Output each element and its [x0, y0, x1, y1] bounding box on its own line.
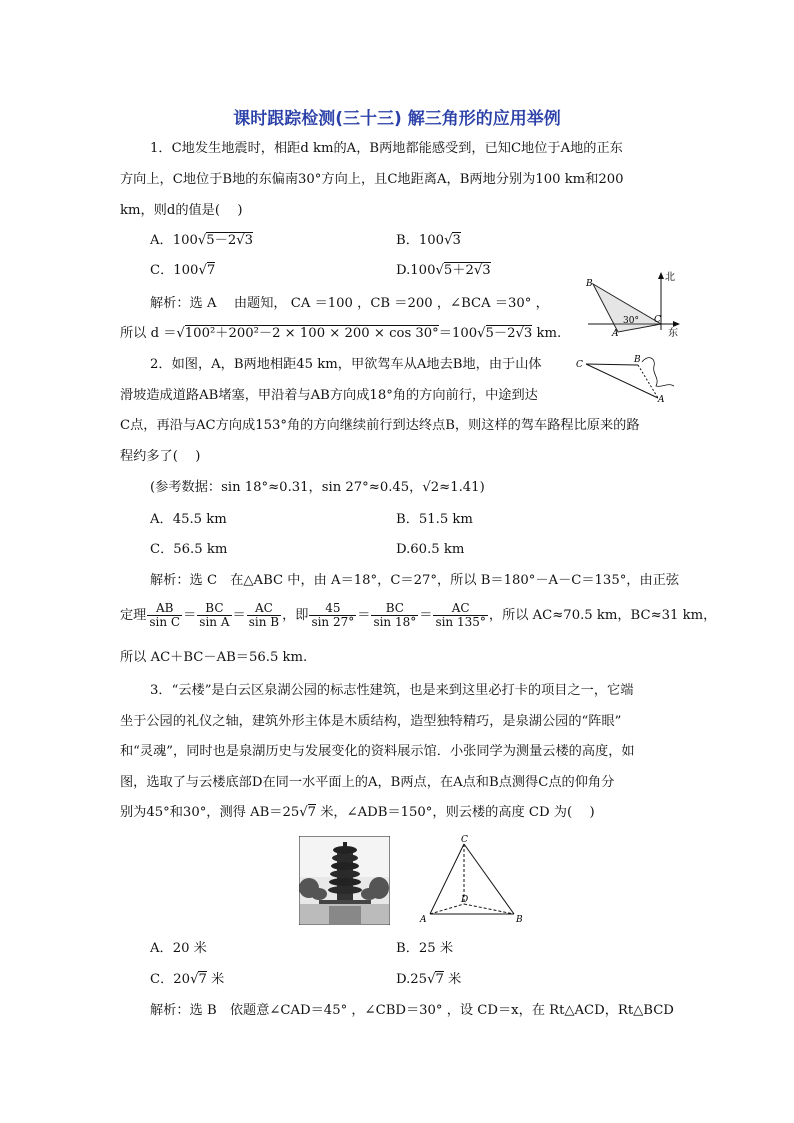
q2-option-c: C．56.5 km	[150, 542, 228, 557]
edge-db	[464, 904, 514, 914]
frac-num: BC	[371, 602, 418, 616]
q3-solution-line1: 解析：选 B 依题意∠CAD＝45° ，∠CBD＝30° ，设 CD＝x，在 Rt△ACD，Rt△BCD	[150, 1003, 674, 1018]
east-arrow-icon	[673, 321, 680, 327]
q1-option-c-label: C．100	[150, 263, 199, 278]
q1-solution-mid: ＝100	[438, 326, 478, 341]
q3-option-c-unit: 米	[206, 972, 225, 987]
q3-line4: 图，选取了与云楼底部D在同一水平面上的A，B两点，在A点和B点测得C点的仰角分	[120, 775, 615, 790]
q3-option-a: A．20 米	[150, 941, 207, 956]
q1-option-b: B．100√3	[396, 233, 461, 248]
q3-option-d-label: D.25	[396, 972, 428, 987]
q3-option-d: D.25√7 米	[396, 972, 462, 987]
q3-point-d-label: D	[461, 895, 469, 905]
q3-point-a-label: A	[420, 915, 427, 925]
frac-num: AC	[433, 602, 487, 616]
q2-solution-line1: 解析：选 C 在△ABC 中，由 A＝18°，C＝27°，所以 B＝180°－A－C＝135°，由正弦	[150, 573, 680, 588]
q2-line2: 滑坡造成道路AB堵塞，甲沿着与AB方向成18°角的方向前行，中途到达	[120, 388, 538, 403]
frac-num: 45	[309, 602, 356, 616]
q3-line1: 3．“云楼”是白云区泉湖公园的标志性建筑，也是来到这里必打卡的项目之一，它端	[150, 683, 634, 698]
frac-den: sin C	[149, 615, 181, 629]
q1-option-a: A．100√5－2√3	[150, 233, 254, 248]
frac-den: sin 135°	[435, 615, 486, 629]
q1-line1: 1．C地发生地震时，相距d km的A，B两地都能感受到，已知C地位于A地的正东	[150, 141, 623, 156]
mountain-sketch	[642, 358, 674, 387]
page-title: 课时跟踪检测(三十三) 解三角形的应用举例	[233, 109, 561, 129]
q3-line5: 别为45°和30°，测得 AB＝25√7 米，∠ADB＝150°，则云楼的高度 CD 为( )	[120, 805, 595, 820]
fraction-45-sin27	[309, 602, 356, 629]
fraction-bc-sina	[197, 602, 231, 629]
q3-option-b: B．25 米	[396, 941, 454, 956]
frac-den: sin 18°	[373, 615, 417, 629]
q3-tetrahedron-figure	[418, 834, 530, 928]
q2-point-b-label: B	[634, 355, 641, 365]
q1-solution-radicand: 100²＋200²－2 × 100 × 200 × cos 30°	[184, 326, 439, 341]
fraction-ac-sinb	[247, 602, 281, 629]
q1-option-b-radicand: 3	[452, 233, 461, 248]
point-c-label: C	[654, 315, 661, 325]
q2-reference-data: (参考数据：sin 18°≈0.31，sin 27°≈0.45，√2≈1.41)	[150, 480, 485, 495]
q1-solution-radicand-2: 5－2√3	[485, 326, 533, 341]
route-ca	[586, 364, 658, 398]
q1-solution-post: km.	[532, 326, 562, 341]
q3-line2: 坐于公园的礼仪之轴，建筑外形主体是木质结构，造型独特精巧，是泉湖公园的“阵眼”	[120, 714, 622, 729]
q1-solution-pre: 所以 d ＝	[120, 326, 177, 341]
q2-sol-post: ，所以 AC≈70.5 km，BC≈31 km，	[488, 608, 717, 623]
point-a-label: A	[612, 329, 619, 338]
q2-option-d: D.60.5 km	[396, 542, 465, 557]
q2-option-a: A．45.5 km	[150, 512, 227, 527]
q1-option-a-radicand: 5－2√3	[206, 233, 254, 248]
q1-solution-line2: 所以 d ＝√100²＋200²－2 × 100 × 200 × cos 30°＝100√5－2√3 km.	[120, 326, 562, 341]
north-arrow-icon	[658, 272, 664, 279]
q1-line2: 方向上，C地位于B地的东偏南30°方向上，且C地距离A，B两地分别为100 km和200	[120, 172, 624, 187]
frac-den: sin B	[248, 615, 280, 629]
q2-point-a-label: A	[658, 395, 665, 404]
q1-option-c: C．100√7	[150, 263, 216, 278]
q2-sol-pre: 定理	[120, 608, 147, 623]
q3-option-c: C．20√7 米	[150, 972, 225, 987]
point-b-label: B	[586, 279, 593, 289]
q3-option-c-label: C．20	[150, 972, 191, 987]
q3-option-d-unit: 米	[443, 972, 462, 987]
q2-route-figure	[576, 352, 680, 404]
q3-line5-post: 米，∠ADB＝150°，则云楼的高度 CD 为( )	[316, 805, 595, 820]
fraction-ac-sin135	[433, 602, 487, 629]
frac-num: AC	[247, 602, 281, 616]
q1-option-d-radicand: 5＋2√3	[443, 263, 491, 278]
q1-option-d-label: D.100	[396, 263, 436, 278]
edge-cb	[464, 844, 514, 914]
q2-line1: 2．如图，A，B两地相距45 km，甲欲驾车从A地去B地，由于山体	[150, 357, 542, 372]
q2-option-b: B．51.5 km	[396, 512, 473, 527]
q1-compass-figure	[578, 268, 682, 338]
q1-line3: km，则d的值是( )	[120, 203, 243, 218]
north-label: 北	[665, 272, 675, 283]
edge-ad	[430, 904, 464, 914]
q2-point-c-label: C	[576, 360, 583, 370]
q2-solution-line3: 所以 AC＋BC－AB＝56.5 km.	[120, 650, 308, 665]
q1-option-b-label: B．100	[396, 233, 445, 248]
q2-solution-line2: 定理 $\frac{AB}{\text{sin C}}$ ＝ $\frac{BC}{\text{sin A}}$ ＝ $\frac{AC}{\text{sin B}}$ ，即 $\frac{45}{\sin 27^\circ}$ ＝ $\frac{BC}{\sin 18^\circ}$ ＝ $\frac{AC}{\sin 135^\circ}$ ，所以 AC≈70.5 km，BC≈31 km，	[120, 601, 717, 629]
q3-line5-radicand: 7	[307, 805, 317, 820]
frac-den: sin A	[199, 615, 230, 629]
q1-option-a-label: A．100	[150, 233, 198, 248]
q3-option-d-radicand: 7	[435, 972, 444, 987]
tower-photo	[299, 836, 390, 925]
route-cb	[586, 364, 638, 365]
q3-point-b-label: B	[516, 915, 523, 925]
q2-line4: 程约多了( )	[120, 449, 201, 464]
q1-option-c-radicand: 7	[206, 263, 216, 278]
angle-label: 30°	[623, 316, 639, 326]
fraction-bc-sin18	[371, 602, 418, 629]
q3-line3: 和“灵魂”，同时也是泉湖历史与发展变化的资料展示馆．小张同学为测量云楼的高度，如	[120, 744, 635, 759]
q2-line3: C点，再沿与AC方向成153°角的方向继续前行到达终点B，则这样的驾车路程比原来的路	[120, 418, 640, 433]
q3-point-c-label: C	[461, 835, 468, 845]
frac-num: AB	[147, 602, 182, 616]
q3-line5-pre: 别为45°和30°，测得 AB＝25	[120, 805, 300, 820]
q2-sol-mid: ，即	[282, 608, 309, 623]
q3-option-c-radicand: 7	[198, 972, 207, 987]
edge-ca	[430, 844, 464, 914]
q1-option-d: D.100√5＋2√3	[396, 263, 491, 278]
fraction-ab-sinc	[147, 602, 182, 629]
east-label: 东	[668, 328, 678, 338]
q1-solution-line1: 解析：选 A 由题知， CA ＝100 ，CB ＝200 ，∠BCA ＝30° ，	[150, 296, 549, 311]
frac-den: sin 27°	[311, 615, 355, 629]
frac-num: BC	[197, 602, 231, 616]
